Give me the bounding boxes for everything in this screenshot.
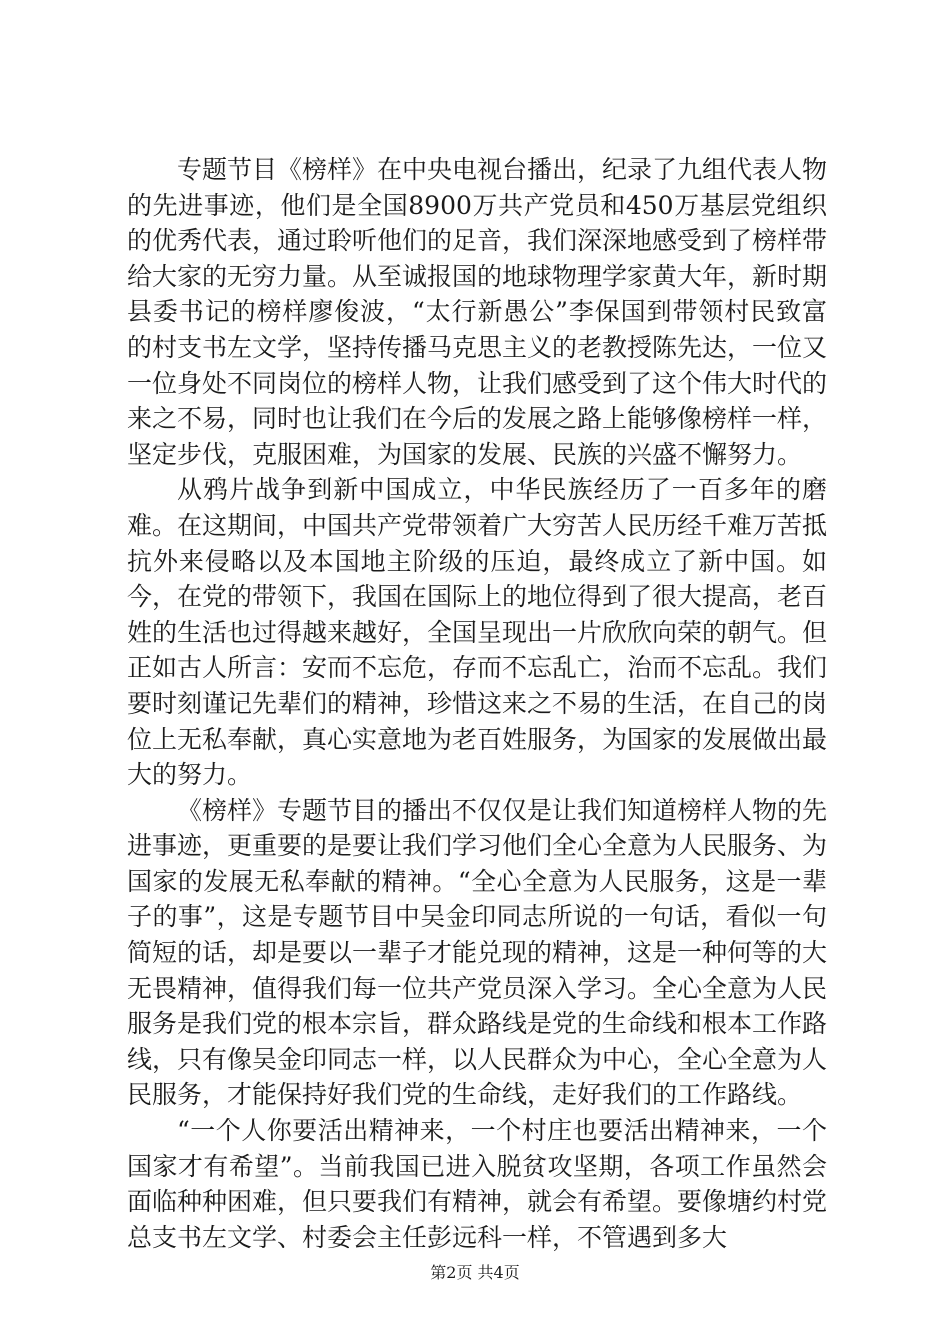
page-footer: 第2页 共4页 — [430, 1263, 520, 1282]
paragraph-1: 专题节目《榜样》在中央电视台播出，纪录了九组代表人物的先进事迹，他们是全国8900万共产党员和450万基层党组织的优秀代表，通过聆听他们的足音，我们深深地感受到了榜样带给大家的无穷力量。从至诚报国的地球物理学家黄大年，新时期县委书记的榜样廖俊波，“太行新愚公”李保国到带领村民致富的村支书左文学，坚持传播马克思主义的老教授陈先达，一位又一位身处不同岗位的榜样人物，让我们感受到了这个伟大时代的来之不易，同时也让我们在今后的发展之路上能够像榜样一样，坚定步伐，克服困难，为国家的发展、民族的兴盛不懈努力。 — [127, 155, 828, 469]
paragraph-4: “一个人你要活出精神来，一个村庄也要活出精神来，一个国家才有希望”。当前我国已进入脱贫攻坚期，各项工作虽然会面临种种困难，但只要我们有精神，就会有希望。要像塘约村党总支书左文学、村委会主任彭远科一样，不管遇到多大 — [127, 1116, 828, 1252]
paragraph-3: 《榜样》专题节目的播出不仅仅是让我们知道榜样人物的先进事迹，更重要的是要让我们学习他们全心全意为人民服务、为国家的发展无私奉献的精神。“全心全意为人民服务，这是一辈子的事”，这是专题节目中吴金印同志所说的一句话，看似一句简短的话，却是要以一辈子才能兑现的精神，这是一种何等的大无畏精神，值得我们每一位共产党员深入学习。全心全意为人民服务是我们党的根本宗旨，群众路线是党的生命线和根本工作路线，只有像吴金印同志一样，以人民群众为中心，全心全意为人民服务，才能保持好我们党的生命线，走好我们的工作路线。 — [127, 795, 828, 1110]
paragraph-2: 从鸦片战争到新中国成立，中华民族经历了一百多年的磨难。在这期间，中国共产党带领着广大穷苦人民历经千难万苦抵抗外来侵略以及本国地主阶级的压迫，最终成立了新中国。如今，在党的带领下，我国在国际上的地位得到了很大提高，老百姓的生活也过得越来越好，全国呈现出一片欣欣向荣的朝气。但正如古人所言：安而不忘危，存而不忘乱亡，治而不忘乱。我们要时刻谨记先辈们的精神，珍惜这来之不易的生活，在自己的岗位上无私奉献，真心实意地为老百姓服务，为国家的发展做出最大的努力。 — [127, 475, 828, 790]
document-body — [127, 152, 827, 1255]
